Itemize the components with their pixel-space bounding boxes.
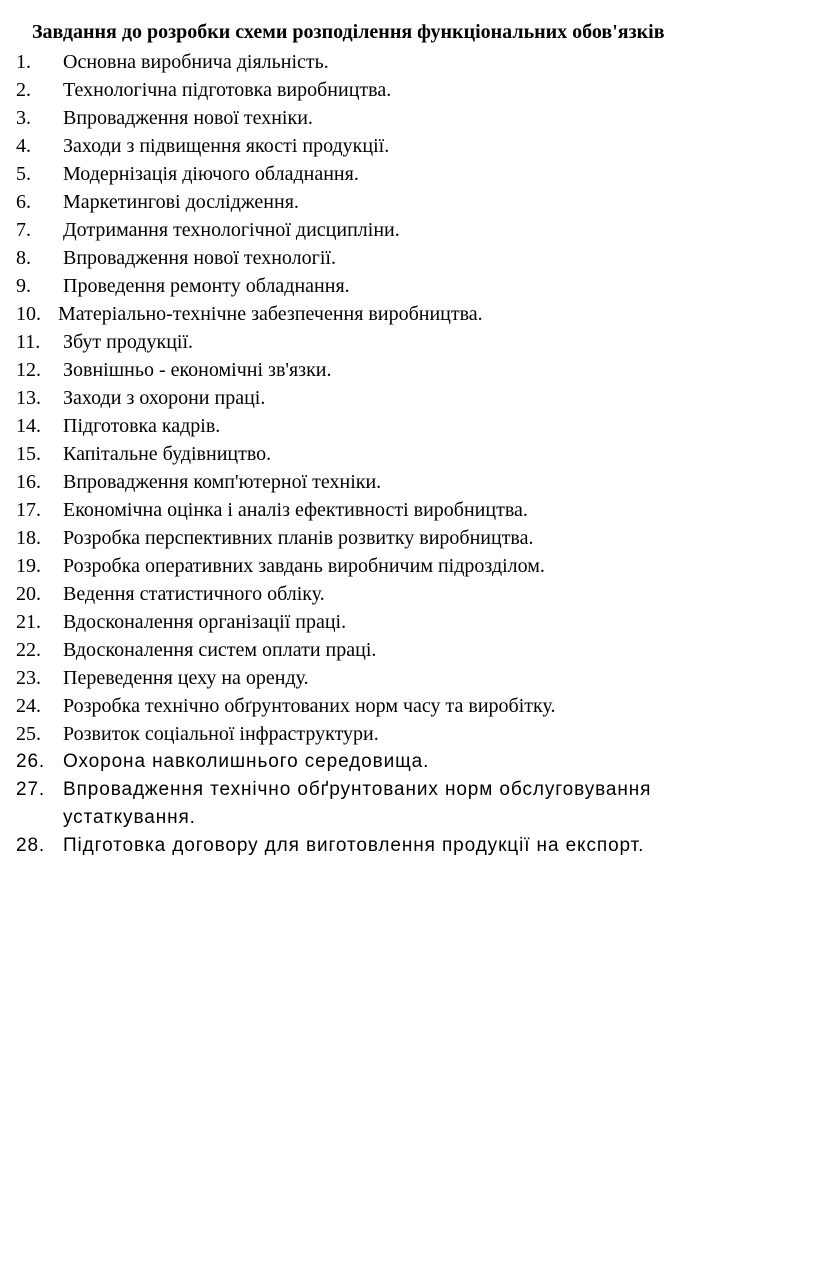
item-text: Розробка технічно обґрунтованих норм часу та виробітку. bbox=[63, 695, 556, 717]
item-number: 7. bbox=[16, 219, 31, 241]
item-number: 19. bbox=[16, 555, 41, 577]
list-item bbox=[0, 524, 816, 552]
item-text: Вдосконалення систем оплати праці. bbox=[63, 639, 377, 661]
item-number: 1. bbox=[16, 51, 31, 73]
item-text: Охорона навколишнього середовища. bbox=[63, 751, 430, 772]
list-item bbox=[0, 608, 816, 636]
item-number: 2. bbox=[16, 79, 31, 101]
item-number: 23. bbox=[16, 667, 41, 689]
item-number: 24. bbox=[16, 695, 41, 717]
item-text: Розробка оперативних завдань виробничим підрозділом. bbox=[63, 555, 545, 577]
list-item bbox=[0, 104, 816, 132]
item-number: 14. bbox=[16, 415, 41, 437]
list-item bbox=[0, 636, 816, 664]
list-item bbox=[0, 692, 816, 720]
item-number: 10. bbox=[16, 303, 41, 325]
item-text: Підготовка кадрів. bbox=[63, 415, 221, 437]
item-number: 4. bbox=[16, 135, 31, 157]
list-item bbox=[0, 384, 816, 412]
item-number: 16. bbox=[16, 471, 41, 493]
item-text: Ведення статистичного обліку. bbox=[63, 583, 325, 605]
list-item bbox=[0, 244, 816, 272]
item-number: 18. bbox=[16, 527, 41, 549]
item-text: Матеріально-технічне забезпечення виробництва. bbox=[58, 303, 483, 325]
item-text: Проведення ремонту обладнання. bbox=[63, 275, 350, 297]
list-item bbox=[0, 832, 816, 860]
item-number: 22. bbox=[16, 639, 41, 661]
item-number: 20. bbox=[16, 583, 41, 605]
item-number: 25. bbox=[16, 723, 41, 745]
list-item bbox=[0, 720, 816, 748]
item-number: 9. bbox=[16, 275, 31, 297]
item-text: Заходи з охорони праці. bbox=[63, 387, 266, 409]
item-number: 12. bbox=[16, 359, 41, 381]
list-item bbox=[0, 48, 816, 76]
item-number: 8. bbox=[16, 247, 31, 269]
item-text: Дотримання технологічної дисципліни. bbox=[63, 219, 400, 241]
list-item bbox=[0, 580, 816, 608]
list-item bbox=[0, 272, 816, 300]
item-number: 6. bbox=[16, 191, 31, 213]
list-item bbox=[0, 132, 816, 160]
item-number: 3. bbox=[16, 107, 31, 129]
list-item bbox=[0, 664, 816, 692]
item-number: 17. bbox=[16, 499, 41, 521]
list-item bbox=[0, 160, 816, 188]
item-number: 27. bbox=[16, 779, 46, 800]
list-item bbox=[0, 552, 816, 580]
list-item bbox=[0, 468, 816, 496]
item-number: 5. bbox=[16, 163, 31, 185]
item-number: 11. bbox=[16, 331, 41, 353]
item-text: Впровадження комп'ютерної техніки. bbox=[63, 471, 382, 493]
item-number: 13. bbox=[16, 387, 41, 409]
item-text: Зовнішньо - економічні зв'язки. bbox=[63, 359, 332, 381]
item-text: Маркетингові дослідження. bbox=[63, 191, 299, 213]
item-text: Основна виробнича діяльність. bbox=[63, 51, 329, 73]
item-text: Технологічна підготовка виробництва. bbox=[63, 79, 392, 101]
list-item bbox=[0, 328, 816, 356]
item-text: Збут продукції. bbox=[63, 331, 194, 353]
list-item bbox=[0, 356, 816, 384]
item-text: Заходи з підвищення якості продукції. bbox=[63, 135, 390, 157]
item-number: 28. bbox=[16, 835, 46, 856]
document-title: Завдання до розробки схеми розподілення функціональних обов'язків bbox=[32, 21, 665, 43]
list-item bbox=[0, 216, 816, 244]
item-text: Економічна оцінка і аналіз ефективності виробництва. bbox=[63, 499, 528, 521]
item-text: Модернізація діючого обладнання. bbox=[63, 163, 359, 185]
item-text: Переведення цеху на оренду. bbox=[63, 667, 309, 689]
task-list bbox=[0, 48, 816, 860]
item-text: Розвиток соціальної інфраструктури. bbox=[63, 723, 379, 745]
list-item bbox=[0, 748, 816, 776]
item-text: Вдосконалення організації праці. bbox=[63, 611, 347, 633]
list-item bbox=[0, 776, 816, 832]
list-item bbox=[0, 76, 816, 104]
list-item bbox=[0, 440, 816, 468]
item-text: Підготовка договору для виготовлення продукції на експорт. bbox=[63, 835, 645, 856]
list-item bbox=[0, 188, 816, 216]
item-number: 26. bbox=[16, 751, 46, 772]
item-text: Капітальне будівництво. bbox=[63, 443, 272, 465]
list-item bbox=[0, 300, 816, 328]
item-text: Впровадження нової техніки. bbox=[63, 107, 313, 129]
list-item bbox=[0, 412, 816, 440]
item-number: 21. bbox=[16, 611, 41, 633]
item-number: 15. bbox=[16, 443, 41, 465]
list-item bbox=[0, 496, 816, 524]
item-text: Впровадження технічно обґрунтованих норм обслуговування устаткування. bbox=[63, 779, 652, 828]
item-text: Розробка перспективних планів розвитку виробництва. bbox=[63, 527, 534, 549]
item-text: Впровадження нової технології. bbox=[63, 247, 336, 269]
